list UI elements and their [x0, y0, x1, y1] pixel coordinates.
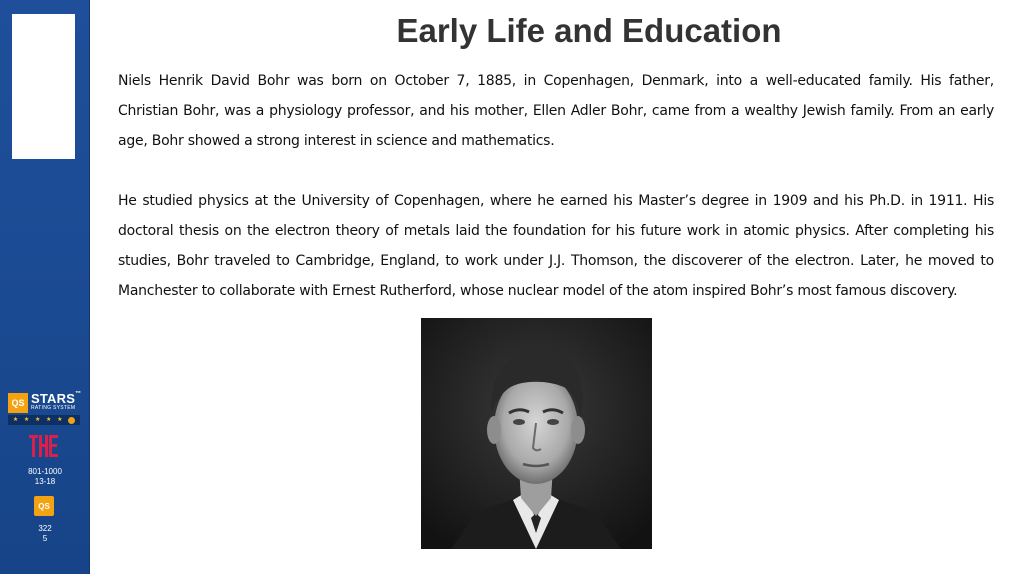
qs-logo-icon: QS: [8, 393, 28, 413]
the-logo-icon: [27, 433, 61, 461]
the-rank-range: 801-1000: [28, 467, 62, 476]
paragraph-education: He studied physics at the University of Copenhagen, where he earned his Master’s degree in 1909 and his Ph.D. in 1911. His doctoral thesis on the electron theory of metals laid the foundation for his future work in atomic physics. After completing his studies, Bohr traveled to Cambridge, England, to work under J.J. Thomson, the discoverer of the electron. Later, he moved to Manchester to collaborate with Ernest Rutherford, whose nuclear model of the atom inspired Bohr’s most famous discovery.: [118, 193, 994, 299]
stars-subtitle: RATING SYSTEM: [31, 405, 76, 411]
star-rating-icon: ★ ★ ★ ★ ★: [8, 415, 80, 425]
paragraph-early-life: Niels Henrik David Bohr was born on October 7, 1885, in Copenhagen, Denmark, into a well-educated family. His father, Christian Bohr, was a physiology professor, and his mother, Ellen Adler Bohr, came from a wealthy Jewish family. From an early age, Bohr showed a strong interest in science and mathematics.: [118, 73, 994, 149]
qs-ranking-icon: QS: [34, 496, 54, 516]
qs-rank-value: 322: [38, 524, 52, 533]
the-rank-sub: 13-18: [34, 477, 56, 486]
slide-body: [118, 66, 994, 306]
university-logo-placeholder: [12, 14, 75, 159]
slide-title: Early Life and Education: [396, 12, 782, 49]
left-sidebar: [0, 0, 90, 574]
qs-rank-sub: 5: [42, 534, 48, 543]
portrait-photo: [421, 318, 652, 549]
qs-stars-badge: [8, 391, 80, 425]
stars-title: STARS™: [31, 391, 82, 406]
